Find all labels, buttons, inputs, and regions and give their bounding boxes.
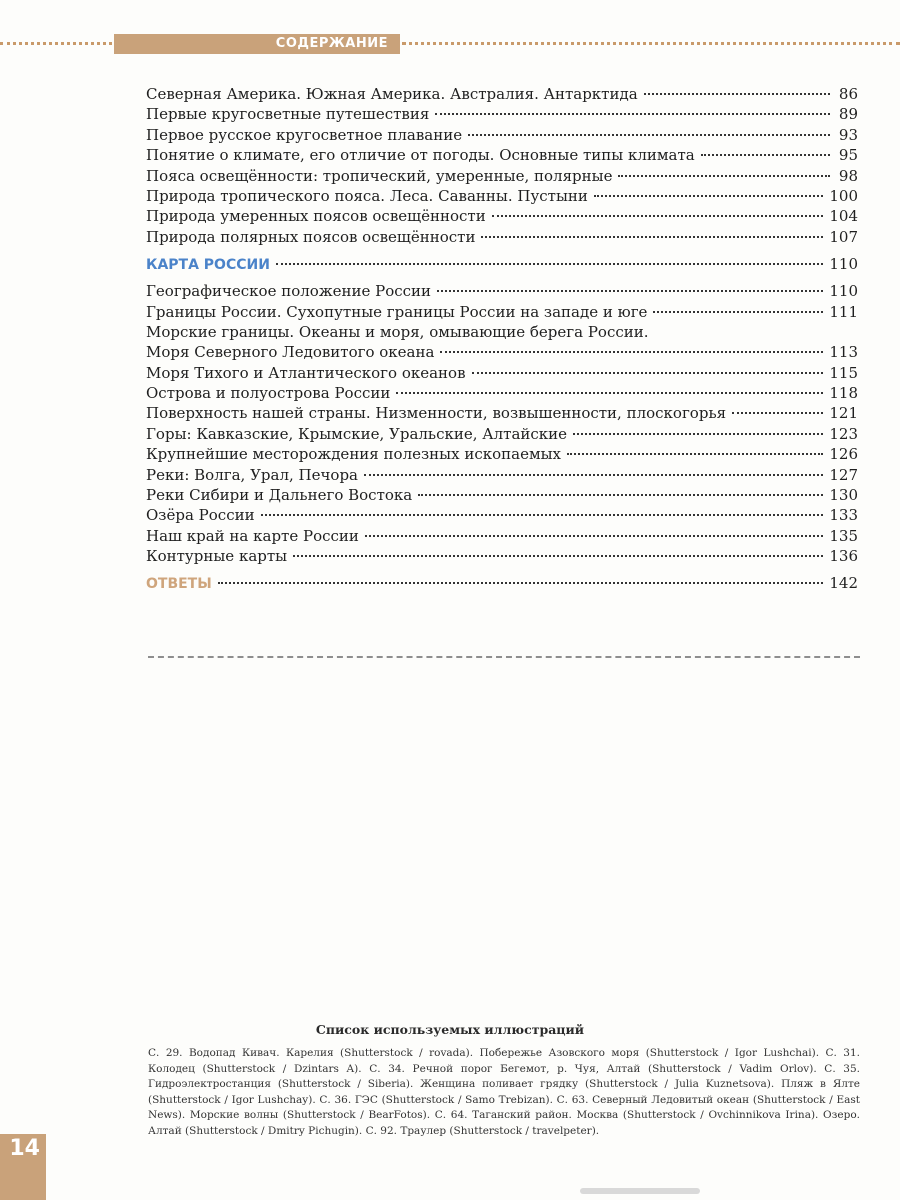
toc-entry-title: Первое русское кругосветное плавание [146, 125, 463, 144]
scan-mark [580, 1188, 700, 1194]
toc-entry-title: Горы: Кавказские, Крымские, Уральские, Алтайские [146, 424, 568, 443]
toc-entry-page: 113 [829, 343, 858, 362]
toc-entry-page: 95 [838, 146, 858, 165]
toc-entry-title: Поверхность нашей страны. Низменности, возвышенности, плоскогорья [146, 404, 727, 423]
dot-leader [440, 351, 823, 353]
toc-section-page: 142 [829, 573, 858, 592]
dot-leader [396, 392, 823, 394]
toc-entry[interactable] [146, 383, 858, 403]
dot-leader [472, 372, 824, 374]
toc-entry-title: Северная Америка. Южная Америка. Австралия. Антарктида [146, 85, 638, 103]
toc-entry[interactable] [146, 206, 858, 226]
toc-entry-page: 127 [829, 465, 858, 484]
dot-leader [261, 514, 824, 516]
toc-entry[interactable] [146, 526, 858, 546]
toc-entry-title: Границы России. Сухопутные границы России на западе и юге [146, 302, 648, 321]
toc-entry-page: 89 [838, 105, 858, 124]
toc-entry-title: Природа умеренных поясов освещённости [146, 207, 486, 226]
dot-leader [364, 474, 823, 476]
dot-leader [567, 453, 823, 455]
toc-section-title: КАРТА РОССИИ [146, 257, 270, 274]
credits-text: С. 29. Водопад Кивач. Карелия (Shutterstock / rovada). Побережье Азовского моря (Shutterstock / Igor Lushchai). С. 31. Колодец (Shutterstock / Dzintars A). С. 34. Речной порог Бегемот, р. Чуя, Алтай (Shutterstock / Vadim Orlov). С. 35. Гидроэлектростанция (Shutterstock / Siberia). Женщина поливает грядку (Shutterstock / Julia Kuznetsova). Пляж в Ялте (Shutterstock / Igor Lushchay). С. 36. ГЭС (Shutterstock / Samo Trebizan). С. 63. Северный Ледовитый океан (Shutterstock / East News). Морские волны (Shutterstock / BearFotos). С. 64. Таганский район. Москва (Shutterstock / Ovchinnikova Irina). Озеро. Алтай (Shutterstock / Dmitry Pichugin). С. 92. Траулер (Shutterstock / travelpeter). [148, 1047, 860, 1137]
toc-entry[interactable] [146, 465, 858, 485]
toc-section-title: ОТВЕТЫ [146, 575, 212, 592]
toc-entry-page: 130 [829, 486, 858, 505]
section-divider [148, 656, 860, 658]
dot-leader [418, 494, 823, 496]
dot-leader [644, 93, 830, 95]
dot-leader [701, 154, 830, 156]
toc-entry[interactable] [146, 186, 858, 206]
dot-leader [365, 535, 823, 537]
toc-entry-title: Наш край на карте России [146, 526, 359, 545]
toc-section-answers[interactable] [146, 573, 858, 597]
toc-entry[interactable] [146, 403, 858, 423]
toc-section-russia[interactable] [146, 254, 858, 278]
toc-entry-page: 136 [829, 547, 858, 566]
toc-entry-title: Морские границы. Океаны и моря, омывающие берега России. [146, 322, 649, 341]
dot-leader [435, 113, 830, 115]
toc-entry-page: 111 [829, 302, 858, 321]
toc-entry-page: 135 [829, 526, 858, 545]
toc-entry[interactable] [146, 322, 858, 342]
dot-leader [218, 582, 824, 584]
toc-entry-title: Контурные карты [146, 547, 288, 566]
toc-entry-page: 93 [838, 125, 858, 144]
toc-entry-title: Озёра России [146, 506, 255, 525]
toc-entry-title: Пояса освещённости: тропический, умеренные, полярные [146, 166, 613, 185]
dot-leader [468, 134, 830, 136]
toc-entry-title: Моря Тихого и Атлантического океанов [146, 363, 466, 382]
toc-entry-page: 121 [829, 404, 858, 423]
toc-entry[interactable] [146, 363, 858, 383]
dot-leader [594, 195, 823, 197]
header-title: СОДЕРЖАНИЕ [114, 34, 400, 54]
dot-leader [293, 555, 823, 557]
toc-entry-page: 118 [829, 384, 858, 403]
toc-entry[interactable] [146, 424, 858, 444]
toc-entry-title: Реки: Волга, Урал, Печора [146, 465, 358, 484]
header-dotted-line-left [0, 42, 118, 45]
dot-leader [492, 215, 824, 217]
dot-leader [276, 263, 823, 265]
toc-entry[interactable] [146, 505, 858, 525]
toc-entry-page: 133 [829, 506, 858, 525]
toc-entry-title: Крупнейшие месторождения полезных ископаемых [146, 445, 562, 464]
dot-leader [437, 290, 823, 292]
toc-entry-page: 100 [829, 186, 858, 205]
toc-entry-title: Понятие о климате, его отличие от погоды. Основные типы климата [146, 146, 695, 165]
dot-leader [573, 433, 823, 435]
table-of-contents [146, 84, 858, 597]
toc-entry-title: Природа тропического пояса. Леса. Саванны. Пустыни [146, 186, 588, 205]
dot-leader [481, 236, 823, 238]
toc-entry[interactable] [146, 342, 858, 362]
toc-entry[interactable] [146, 166, 858, 186]
toc-entry-page: 86 [838, 85, 858, 103]
toc-entry[interactable] [146, 485, 858, 505]
toc-entry-page: 115 [829, 363, 858, 382]
dot-leader [732, 412, 823, 414]
toc-entry[interactable] [146, 227, 858, 247]
toc-entry-title: Природа полярных поясов освещённости [146, 227, 476, 246]
toc-entry-title: Географическое положение России [146, 282, 432, 301]
toc-entry-page: 107 [829, 227, 858, 246]
toc-entry-title: Острова и полуострова России [146, 384, 391, 403]
toc-entry-page: 126 [829, 445, 858, 464]
toc-entry[interactable] [146, 444, 858, 464]
dot-leader [618, 175, 830, 177]
toc-entry[interactable] [146, 302, 858, 322]
toc-entry-title: Первые кругосветные путешествия [146, 105, 430, 124]
toc-entry-page: 98 [838, 166, 858, 185]
header-dotted-line-right [402, 42, 900, 45]
toc-entry-title: Моря Северного Ледовитого океана [146, 343, 435, 362]
toc-entry[interactable] [146, 546, 858, 566]
toc-entry-page: 123 [829, 424, 858, 443]
toc-entry-title: Реки Сибири и Дальнего Востока [146, 486, 413, 505]
toc-section-page: 110 [829, 255, 858, 274]
toc-entry[interactable] [146, 145, 858, 165]
toc-entry[interactable] [146, 104, 858, 124]
page-number-tab [0, 1134, 46, 1200]
toc-entry-page: 104 [829, 207, 858, 226]
toc-entry-page: 110 [829, 282, 858, 301]
toc-entry[interactable] [146, 84, 858, 104]
dot-leader [653, 311, 823, 313]
credits-title: Список используемых иллюстраций [315, 1022, 585, 1037]
toc-entry[interactable] [146, 125, 858, 145]
toc-entry[interactable] [146, 281, 858, 301]
page-number: 14 [9, 1136, 40, 1161]
